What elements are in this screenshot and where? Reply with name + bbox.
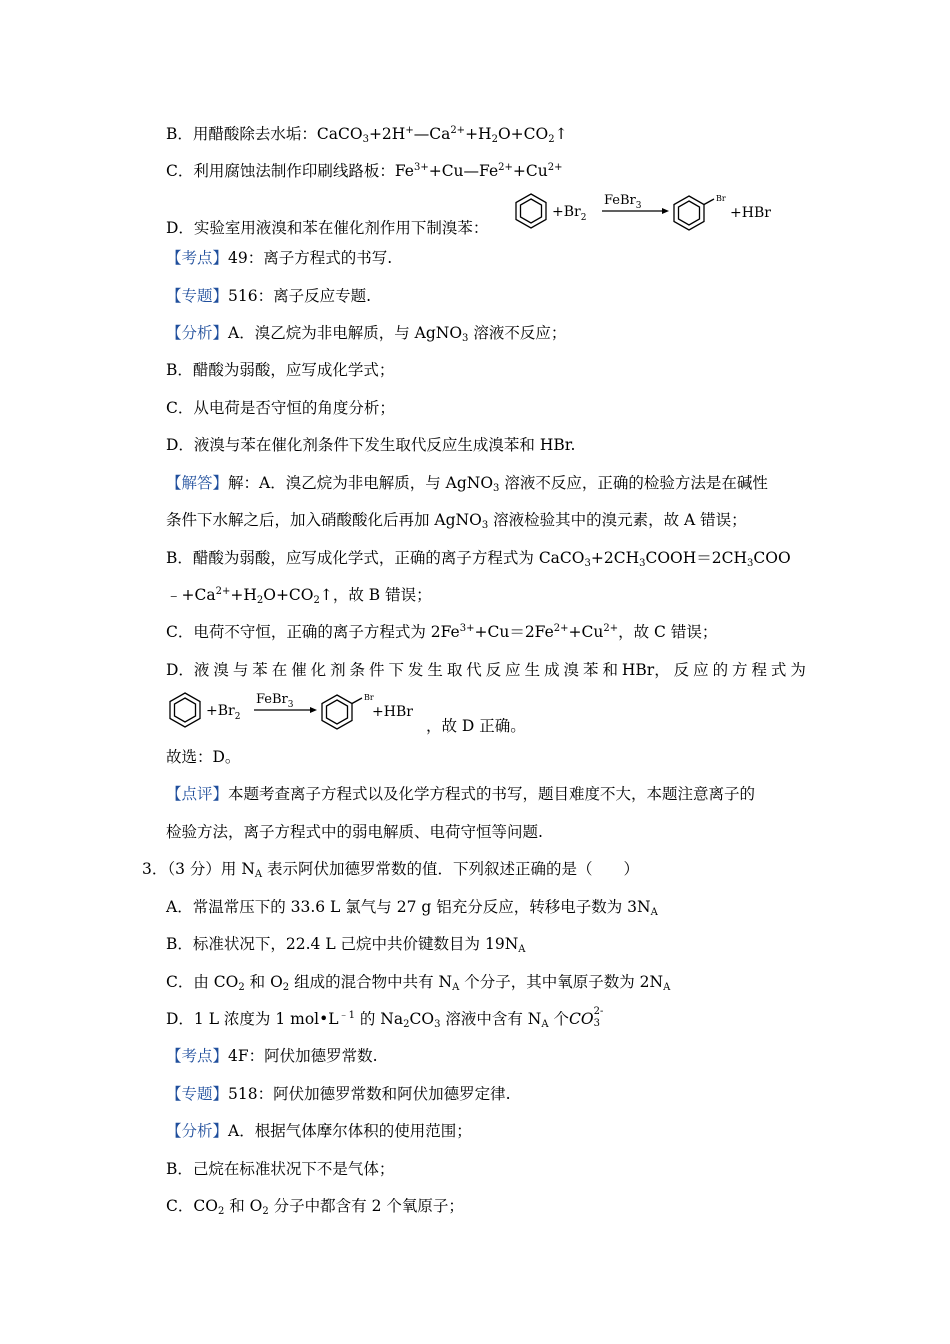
q3-option-c: C．由 $CO_2$ 和 $O_2$ 组成的混合物中共有 $N_A$ 个分子，其中氧原子数为 $2N_A$ — [166, 973, 671, 993]
q2-jieda-b1: B．醋酸为弱酸，应写成化学式，正确的离子方程式为 $CaCO_3+2CH_3COOH=2CH_3COO$ — [166, 549, 791, 569]
q2-choice: 故选：D。 — [166, 748, 241, 766]
q2-jieda-a1: 【解答】解：A．溴乙烷为非电解质，与 AgNO$_3$ 溶液不反应，正确的检验方法是在碱性 — [166, 474, 768, 494]
reaction-scheme-1 — [512, 190, 802, 236]
q2-zhuanti: 【专题】516：离子反应专题. — [166, 287, 372, 305]
benzene-ring-icon — [170, 693, 200, 727]
carbonate-ion: CO — [569, 1010, 594, 1028]
q3-kaodian: 【考点】4F：阿伏加德罗常数. — [166, 1047, 378, 1065]
reagent-br2: $+Br_2$ — [206, 703, 241, 722]
reagent-br2: $+Br_2$ — [552, 204, 587, 223]
benzene-ring-icon — [516, 194, 546, 228]
option-d: D．实验室用液溴和苯在催化剂作用下制溴苯： — [166, 219, 489, 237]
reaction-scheme-2 — [166, 688, 441, 734]
q2-jieda-a2: 条件下水解之后，加入硝酸酸化后再加 AgNO$_3$ 溶液检验其中的溴元素，故 A 错误； — [166, 511, 747, 531]
q2-jieda-c: C．电荷不守恒，正确的离子方程式为 $2Fe^{3+}+Cu=2Fe^{2+}+Cu^{2+}$，故 C 错误； — [166, 623, 718, 641]
q3-fenxi-b: B．己烷在标准状况下不是气体； — [166, 1160, 395, 1178]
option-c: C．利用腐蚀法制作印刷线路板：$Fe^{3+}+Cu—Fe^{2+}+Cu^{2+}$ — [166, 162, 563, 180]
bromobenzene-ring-icon — [674, 196, 714, 230]
q2-jieda-d: D．液 溴 与 苯 在 催 化 剂 条 件 下 发 生 取 代 反 应 生 成 溴 苯 和 HBr， 反 应 的 方 程 式 为 — [166, 661, 806, 679]
q2-kaodian: 【考点】49：离子方程式的书写. — [166, 249, 393, 267]
reaction-svg-1 — [512, 190, 802, 236]
catalyst-label: FeBr$_3$ — [256, 692, 294, 710]
product-hbr: +HBr — [730, 205, 771, 221]
product-hbr: +HBr — [372, 704, 413, 720]
q3-fenxi-c: C．$CO_2$ 和 $O_2$ 分子中都含有 2 个氧原子； — [166, 1197, 464, 1217]
carbonate-script: 2- 3 — [593, 1006, 604, 1029]
option-b: B．用醋酸除去水垢：$CaCO_3+2H^+—Ca^{2+}+H_2O+CO_2↑$ — [166, 125, 568, 145]
q3-fenxi-a: 【分析】A．根据气体摩尔体积的使用范围； — [166, 1122, 472, 1140]
q2-dianping-1: 【点评】本题考查离子方程式以及化学方程式的书写，题目难度不大，本题注意离子的 — [166, 785, 756, 803]
q3-option-d: D．1 L 浓度为 1 $mol•L^{﹣1}$ 的 $Na_2CO_3$ 溶液中含有 $N_A$ 个CO 2- 3 — [166, 1006, 604, 1030]
br-substituent: Br — [364, 693, 374, 702]
q2-dianping-2: 检验方法，离子方程式中的弱电解质、电荷守恒等问题. — [166, 823, 543, 841]
reaction-svg-2 — [166, 688, 441, 734]
q2-jieda-d-tail: ，故 D 正确。 — [426, 717, 526, 735]
q2-jieda-b2: $﹣+Ca^{2+}+H_2O+CO_2↑$，故 B 错误； — [166, 586, 432, 606]
q2-fenxi-d: D．液溴与苯在催化剂条件下发生取代反应生成溴苯和 HBr. — [166, 436, 576, 454]
bromobenzene-ring-icon — [322, 695, 362, 729]
q2-fenxi-c: C．从电荷是否守恒的角度分析； — [166, 399, 395, 417]
q3-zhuanti: 【专题】518：阿伏加德罗常数和阿伏加德罗定律. — [166, 1085, 511, 1103]
q2-fenxi-a: 【分析】A．溴乙烷为非电解质，与 AgNO$_3$ 溶液不反应； — [166, 324, 567, 344]
br-substituent: Br — [716, 194, 726, 203]
catalyst-label: FeBr$_3$ — [604, 193, 642, 211]
q3-option-b: B．标准状况下，22.4 L 己烷中共价键数目为 $19N_A$ — [166, 935, 526, 955]
reaction-arrow-icon — [254, 707, 317, 713]
q3-option-a: A．常温常压下的 33.6 L 氯气与 27 g 铝充分反应，转移电子数为 $3N_A$ — [166, 898, 658, 918]
q2-fenxi-b: B．醋酸为弱酸，应写成化学式； — [166, 361, 395, 379]
q3-stem: 3．（3 分）用 $N_A$ 表示阿伏加德罗常数的值．下列叙述正确的是（ ） — [142, 860, 640, 880]
